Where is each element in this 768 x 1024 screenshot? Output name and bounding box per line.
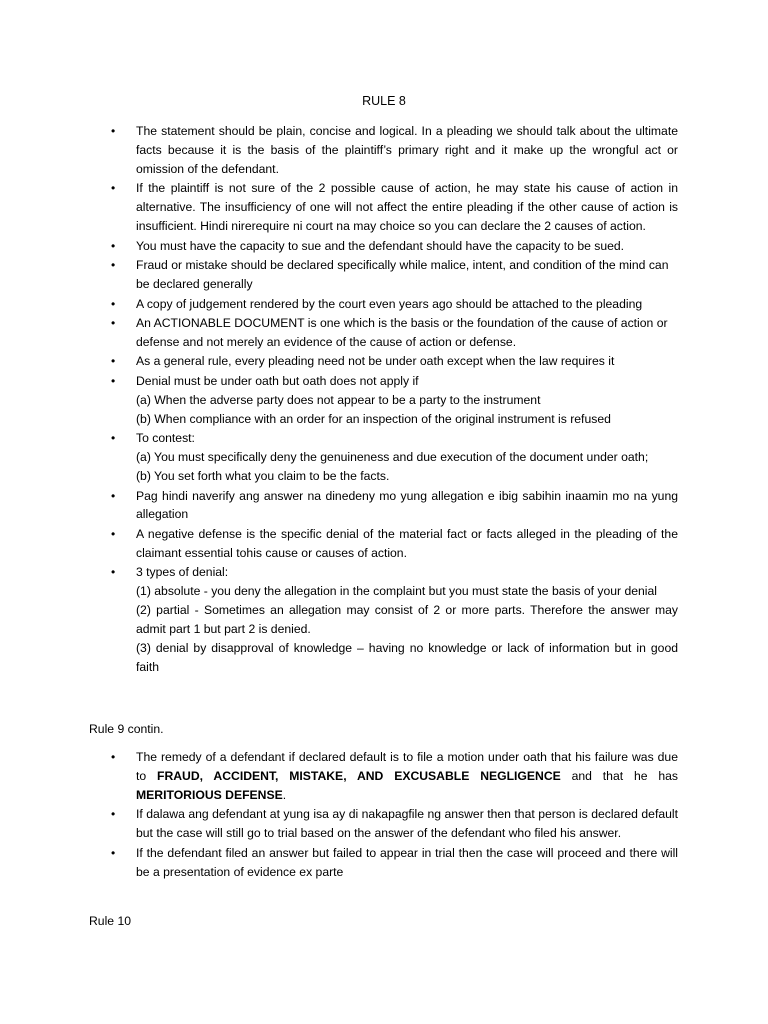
bullet-icon: • [111,238,116,253]
list-item-text: A copy of judgement rendered by the court even years ago should be attached to the pleading [136,296,643,311]
list-item [111,237,678,256]
list-item [111,748,678,805]
bullet-icon: • [111,296,116,311]
bullet-icon: • [111,750,116,764]
bullet-icon: • [111,845,116,860]
sub-item-text: (3) denial by disapproval of knowledge – having no knowledge or lack of information but in good faith [136,641,678,674]
bullet-icon: • [111,181,116,196]
list-item-text: Pag hindi naverify ang answer na dinedeny mo yung allegation e ibig sabihin inaamin mo na yung allegation [136,488,678,522]
bullet-icon: • [111,354,116,369]
list-item-text: To contest: [136,431,195,446]
bullet-icon: • [111,488,116,503]
bullet-icon: • [111,431,116,446]
list-item-text: A negative defense is the specific denial of the material fact or facts alleged in the pleading of the claimant essential tohis cause or causes of action. [136,526,678,560]
list-item-text: As a general rule, every pleading need not be under oath except when the law requires it [136,354,615,369]
list-item [111,563,678,676]
list-item-text-mid: and that he has [560,768,678,783]
list-item [111,256,678,294]
list-item [111,295,678,314]
bullet-icon: • [111,565,116,580]
bold-text: MERITORIOUS DEFENSE [136,787,283,802]
rule9-list [111,748,678,882]
sub-item-text: (a) When the adverse party does not appear to be a party to the instrument [136,392,541,407]
rule8-list [111,122,678,677]
bullet-icon: • [111,124,116,138]
bullet-icon: • [111,807,116,822]
list-item [111,179,678,236]
sub-item-text: (b) You set forth what you claim to be the facts. [136,469,390,484]
sub-item-text: (a) You must specifically deny the genuineness and due execution of the document under oath; [136,450,649,465]
list-item [111,844,678,882]
list-item-text: If the defendant filed an answer but failed to appear in trial then the case will proceed and there will be a presentation of evidence ex parte [136,845,678,879]
list-item [111,805,678,843]
list-item [111,122,678,179]
list-item [111,487,678,525]
list-item [111,429,678,486]
section-heading-rule10: Rule 10 [89,914,132,928]
sub-item-text: (1) absolute - you deny the allegation in the complaint but you must state the basis of your denial [136,584,657,599]
list-item-text: You must have the capacity to sue and the defendant should have the capacity to be sued. [136,238,625,253]
bullet-icon: • [111,526,116,541]
list-item [111,372,678,429]
sub-item-text: (b) When compliance with an order for an inspection of the original instrument is refused [136,411,611,426]
list-item-text: An ACTIONABLE DOCUMENT is one which is the basis or the foundation of the cause of action or defense and not merely an evidence of the cause of action or defense. [136,316,668,349]
list-item-text-post: . [282,787,287,802]
list-item-text: 3 types of denial: [136,565,229,580]
bold-text: FRAUD, ACCIDENT, MISTAKE, AND EXCUSABLE NEGLIGENCE [157,768,561,783]
sub-item-text: (2) partial - Sometimes an allegation may consist of 2 or more parts. Therefore the answer may admit part 1 but part 2 is denied. [136,603,678,637]
list-item-text [136,748,678,805]
list-item [111,525,678,563]
list-item-text: The statement should be plain, concise and logical. In a pleading we should talk about the ultimate facts because it is the basis of the plaintiff’s primary right and it make up the wrongful act or omission of the defendant. [136,124,678,176]
list-item-text: Fraud or mistake should be declared specifically while malice, intent, and condition of the mind can be declared generally [136,258,669,292]
list-item-text-pre: The remedy of a defendant if declared default is to file a motion under oath that his failure was due to [136,750,678,783]
section-heading-rule9: Rule 9 contin. [89,722,164,736]
bullet-icon: • [111,258,116,273]
list-item-text: If the plaintiff is not sure of the 2 possible cause of action, he may state his cause of action in alternative. The insufficiency of one will not affect the entire pleading if the other cause of action is insufficient. Hindi nirerequire ni court na may choice so you can declare the 2 causes of action. [136,181,678,234]
list-item-text: Denial must be under oath but oath does not apply if [136,373,419,388]
list-item-text: If dalawa ang defendant at yung isa ay di nakapagfile ng answer then that person is declared default but the case will still go to trial based on the answer of the defendant who filed his answer. [136,807,678,841]
page-title: RULE 8 [362,94,406,108]
bullet-icon: • [111,316,116,331]
list-item [111,314,678,352]
bullet-icon: • [111,373,116,388]
list-item [111,352,678,371]
